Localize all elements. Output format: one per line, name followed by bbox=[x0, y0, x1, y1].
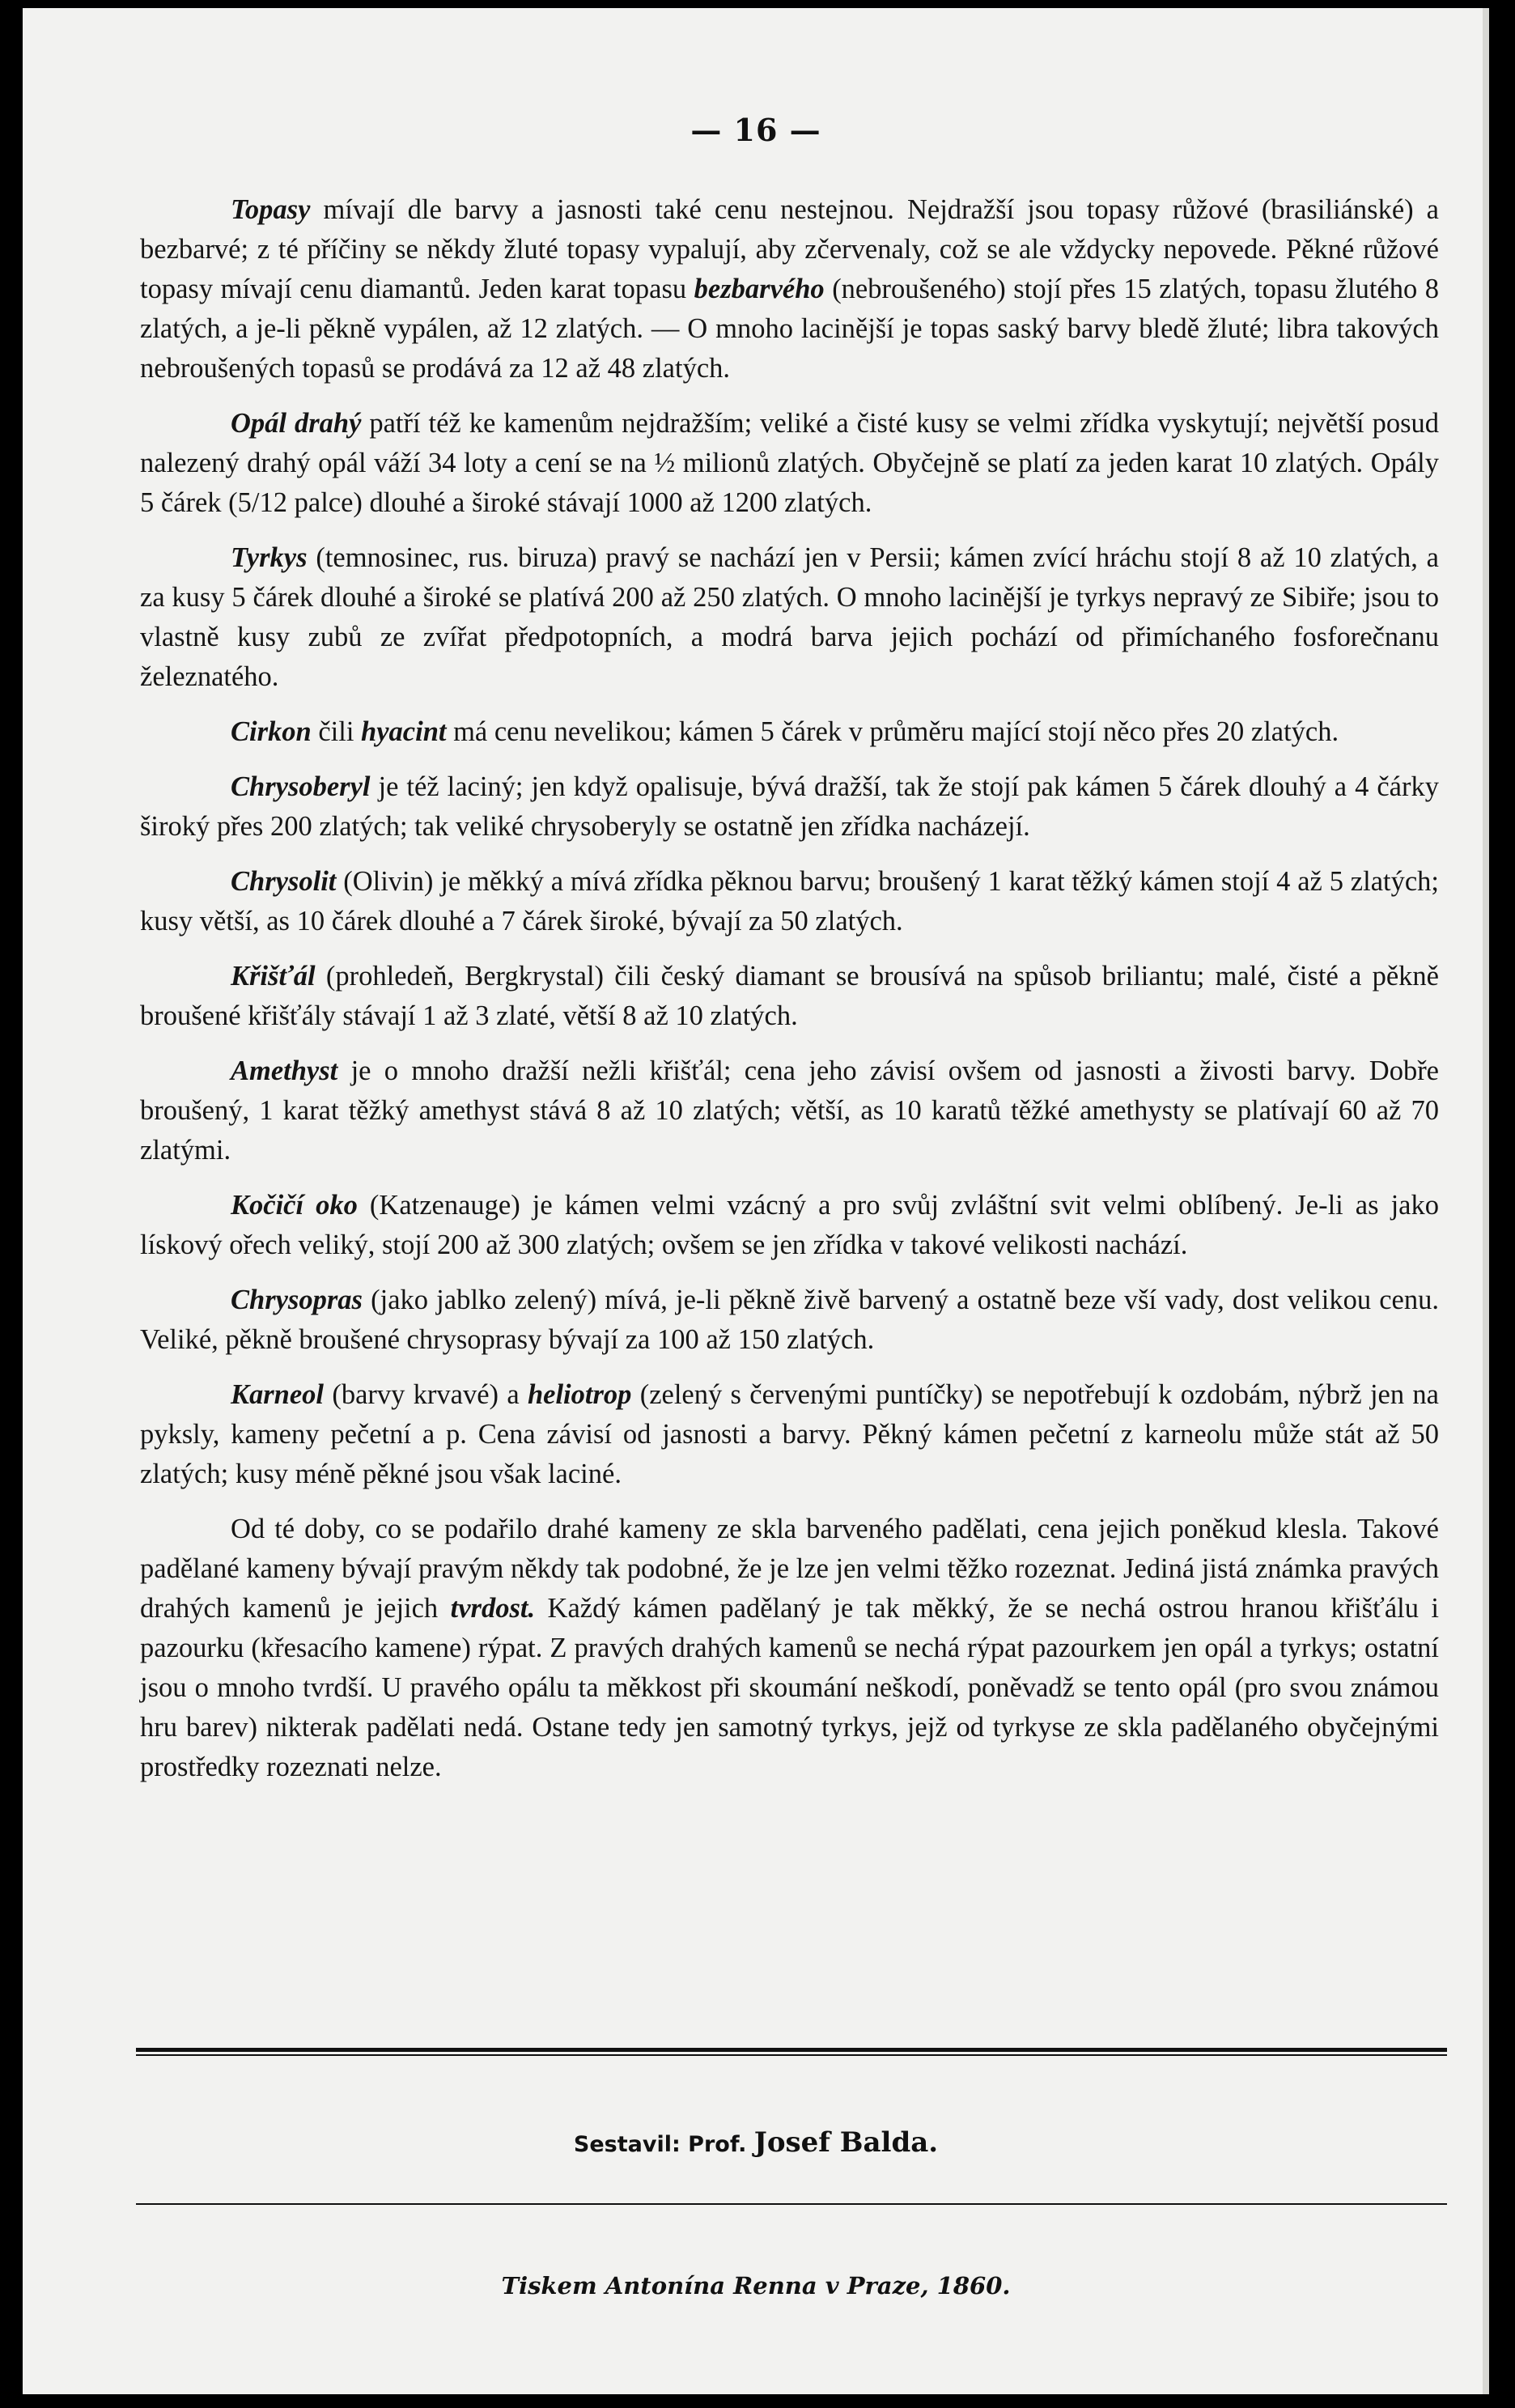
paragraph-tyrkys bbox=[140, 538, 1439, 697]
paragraph-text: čili bbox=[311, 716, 362, 747]
scan-edge bbox=[1483, 8, 1489, 2394]
paragraph-text: je o mnoho dražší nežli křišťál; cena jeho závisí ovšem od jasnosti a živosti barvy. Dobře broušený, 1 karat těžký amethyst stává 8 až 10 zlatých; větší, as 10 karatů těžké amethysty se platívají 60 až 70 zlatými. bbox=[140, 1055, 1439, 1166]
term-chrysolit: Chrysolit bbox=[231, 866, 337, 897]
emphasis: heliotrop bbox=[527, 1379, 632, 1410]
paragraph-opal bbox=[140, 404, 1439, 523]
emphasis: tvrdost. bbox=[450, 1593, 536, 1624]
paragraph-kristal bbox=[140, 957, 1439, 1036]
divider-thick bbox=[136, 2048, 1447, 2052]
term-cirkon: Cirkon bbox=[231, 716, 312, 747]
paragraph-chrysopras bbox=[140, 1280, 1439, 1360]
term-karneol: Karneol bbox=[231, 1379, 325, 1410]
paragraph-text: (nebroušeného) stojí přes 15 zlatých, topasu žlutého 8 zlatých, a je-li pěkně vypálen, až 12 zlatých. — O mnoho lacinější je topas saský barvy bledě žluté; libra takových nebroušených topasů se prodává za 12 až 48 zlatých. bbox=[140, 274, 1440, 384]
paragraph-text: (zelený s červenými puntíčky) se nepotřebují k ozdobám, nýbrž jen na pyksly, kameny pečetní a p. Cena závisí od jasnosti a barvy. Pěkný kámen pečetní z karneolu může stát až 50 zlatých; kusy méně pěkné jsou však laciné. bbox=[140, 1379, 1439, 1489]
printer-imprint: Tiskem Antonína Renna v Praze, 1860. bbox=[501, 2272, 1011, 2300]
compiler-label: Sestavil: Prof. bbox=[573, 2132, 747, 2157]
term-opal: Opál drahý bbox=[231, 408, 362, 439]
paragraph-closing bbox=[140, 1510, 1439, 1787]
emphasis: hyacint bbox=[361, 716, 447, 747]
compiler-name: Josef Balda. bbox=[753, 2126, 939, 2159]
paragraph-text: (Katzenauge) je kámen velmi vzácný a pro svůj zvláštní svit velmi oblíbený. Je-li as jako lískový ořech veliký, stojí 200 až 300 zlatých; ovšem se jen zřídka v takové velikosti nachází. bbox=[140, 1190, 1439, 1260]
paragraph-text: má cenu nevelikou; kámen 5 čárek v průměru mající stojí něco přes 20 zlatých. bbox=[446, 716, 1339, 747]
paragraph-text: (barvy krvavé) a bbox=[324, 1379, 528, 1410]
paragraph-chrysolit bbox=[140, 862, 1439, 941]
document-page bbox=[23, 8, 1489, 2394]
paragraph-text: mívají dle barvy a jasnosti také cenu nestejnou. Nejdražší jsou topasy růžové (brasiliánské) a bezbarvé; z té příčiny se někdy žluté topasy vypalují, aby zčervenaly, což se ale vždycky nepovede. Pěkné růžové topasy mívají cenu diamantů. Jeden karat topasu bbox=[140, 194, 1439, 304]
term-topasy: Topasy bbox=[231, 194, 311, 225]
paragraph-text: Od té doby, co se podařilo drahé kameny ze skla barveného padělati, cena jejich poněkud klesla. Takové padělané kameny bývají pravým někdy tak podobné, že je lze jen velmi těžko rozeznat. Jediná jistá známka pravých drahých kamenů je jejich bbox=[140, 1514, 1439, 1624]
term-kristal: Křišťál bbox=[231, 961, 316, 992]
paragraph-text: (prohledeň, Bergkrystal) čili český diamant se brousívá na spůsob briliantu; malé, čisté a pěkně broušené křišťály stávají 1 až 3 zlaté, větší 8 až 10 zlatých. bbox=[140, 961, 1439, 1031]
divider-footer bbox=[136, 2203, 1447, 2205]
term-amethyst: Amethyst bbox=[231, 1055, 338, 1086]
paragraph-topasy bbox=[140, 190, 1439, 389]
divider-thin bbox=[136, 2054, 1447, 2056]
paragraph-text: Každý kámen padělaný je tak měkký, že se nechá ostrou hranou křišťálu i pazourku (křesacího kamene) rýpat. Z pravých drahých kamenů se nechá rýpat pazourkem jen opál a tyrkys; ostatní jsou o mnoho tvrdší. U pravého opálu ta měkkost při skoumání neškodí, poněvadž se tento opál (pro svou známou hru barev) nikterak padělati nedá. Ostane tedy jen samotný tyrkys, jejž od tyrkyse ze skla padělaného obyčejnými prostředky rozeznati nelze. bbox=[140, 1593, 1439, 1782]
term-chrysoberyl: Chrysoberyl bbox=[231, 771, 371, 802]
paragraph-cirkon bbox=[140, 712, 1439, 752]
paragraph-text: (jako jablko zelený) mívá, je-li pěkně živě barvený a ostatně beze vší vady, dost velikou cenu. Veliké, pěkně broušené chrysoprasy bývají za 100 až 150 zlatých. bbox=[140, 1285, 1439, 1355]
paragraph-text: patří též ke kamenům nejdražším; veliké a čisté kusy se velmi zřídka vyskytují; největší posud nalezený drahý opál váží 34 loty a cení se na ½ milionů zlatých. Obyčejně se platí za jeden karat 10 zlatých. Opály 5 čárek (5/12 palce) dlouhé a široké stávají 1000 až 1200 zlatých. bbox=[140, 408, 1439, 518]
term-tyrkys: Tyrkys bbox=[231, 542, 308, 573]
page-number: — 16 — bbox=[690, 112, 821, 148]
term-chrysopras: Chrysopras bbox=[231, 1285, 363, 1315]
paragraph-amethyst bbox=[140, 1051, 1439, 1170]
paragraph-text: (temnosinec, rus. biruza) pravý se nachází jen v Persii; kámen zvící hráchu stojí 8 až 10 zlatých, a za kusy 5 čárek dlouhé a široké se platívá 200 až 250 zlatých. O mnoho lacinější je tyrkys nepravý ze Sibiře; jsou to vlastně kusy zubů ze zvířat předpotopních, a modrá barva jejich pochází od přimíchaného fosforečnanu železnatého. bbox=[140, 542, 1439, 692]
paragraph-chrysoberyl bbox=[140, 767, 1439, 847]
compiler-credit bbox=[23, 2126, 1489, 2159]
emphasis: bezbarvého bbox=[694, 274, 825, 304]
paragraph-text: (Olivin) je měkký a mívá zřídka pěknou barvu; broušený 1 karat těžký kámen stojí 4 až 5 zlatých; kusy větší, as 10 čárek dlouhé a 7 čárek široké, bývají za 50 zlatých. bbox=[140, 866, 1439, 936]
body-text bbox=[140, 190, 1439, 1803]
paragraph-karneol bbox=[140, 1375, 1439, 1494]
paragraph-text: je též laciný; jen když opalisuje, bývá dražší, tak že stojí pak kámen 5 čárek dlouhý a 4 čárky široký přes 200 zlatých; tak veliké chrysoberyly se ostatně jen zřídka nacházejí. bbox=[140, 771, 1439, 842]
paragraph-kocici-oko bbox=[140, 1186, 1439, 1265]
term-kocici-oko: Kočičí oko bbox=[231, 1190, 358, 1221]
